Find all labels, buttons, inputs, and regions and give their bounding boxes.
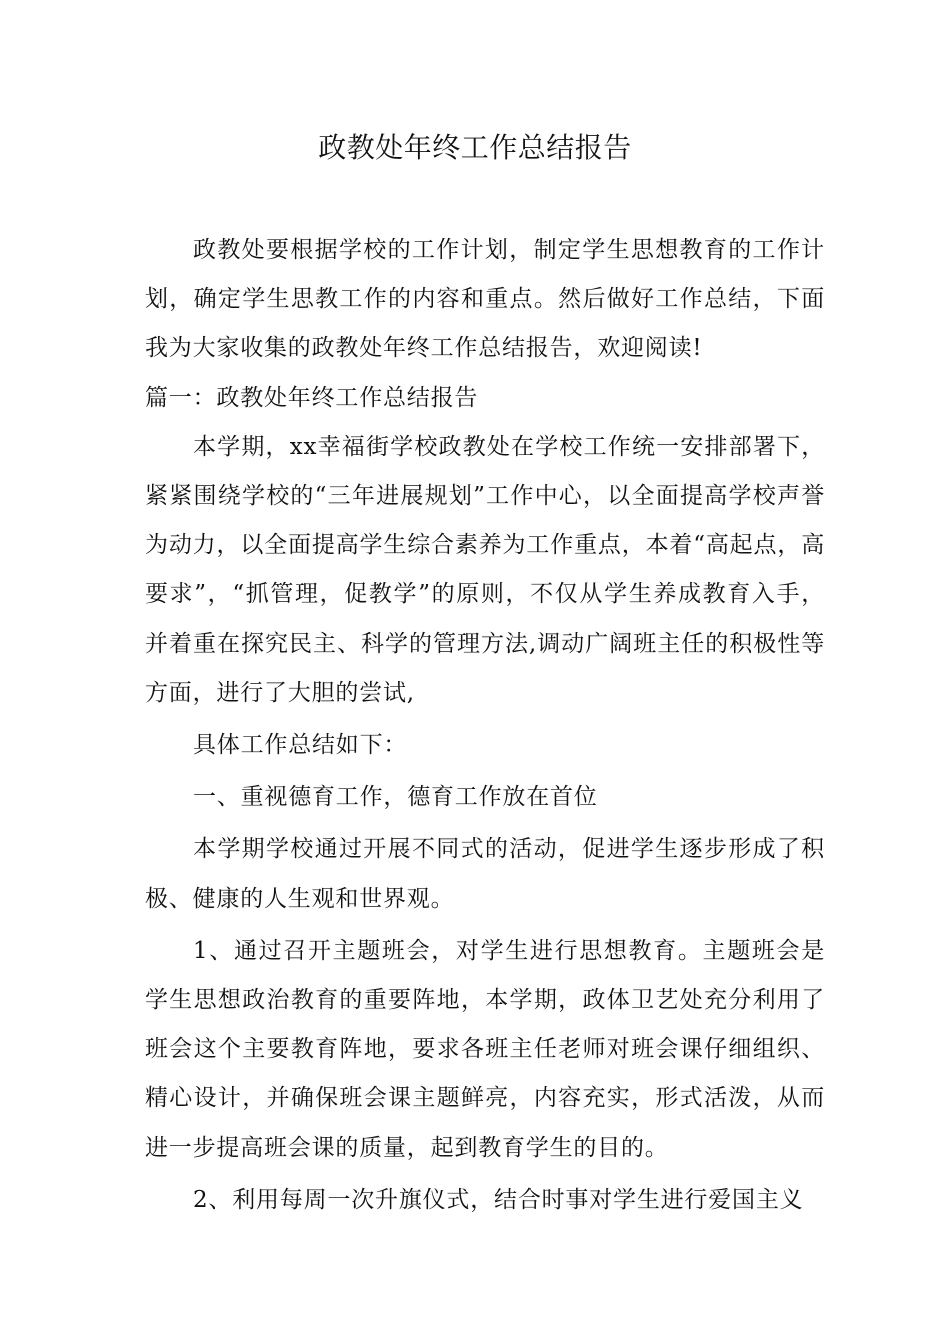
section-heading: 篇一：政教处年终工作总结报告 [145,384,479,411]
list-item-paragraph: 2、利用每周一次升旗仪式，结合时事对学生进行爱国主义 [193,1186,804,1213]
summary-heading: 具体工作总结如下： [193,732,408,759]
intro-paragraph: 政教处要根据学校的工作计划，制定学生思想教育的工作计划，确定学生思教工作的内容和重点。然后做好工作总结，下面我为大家收集的政教处年终工作总结报告，欢迎阅读! [145,237,825,362]
body-paragraph: 本学期，xx幸福街学校政教处在学校工作统一安排部署下，紧紧围绕学校的“三年进展规划”工作中心，以全面提高学校声誉为动力，以全面提高学生综合素养为工作重点，本着“高起点，高要求”，“抓管理，促教学”的原则，不仅从学生养成教育入手，并着重在探究民主、科学的管理方法,调动广阔班主任的积极性等方面，进行了大胆的尝试, [145,433,825,706]
document-title: 政教处年终工作总结报告 [318,131,632,164]
subsection-heading: 一、重视德育工作，德育工作放在首位 [193,784,598,811]
list-item-paragraph: 1、通过召开主题班会，对学生进行思想教育。主题班会是学生思想政治教育的重要阵地，本学期，政体卫艺处充分利用了班会这个主要教育阵地，要求各班主任老师对班会课仔细组织、精心设计，并确保班会课主题鲜亮，内容充实，形式活泼，从而进一步提高班会课的质量，起到教育学生的目的。 [145,937,825,1161]
body-paragraph: 本学期学校通过开展不同式的活动，促进学生逐步形成了积极、健康的人生观和世界观。 [145,836,825,912]
document-body [145,226,825,1225]
